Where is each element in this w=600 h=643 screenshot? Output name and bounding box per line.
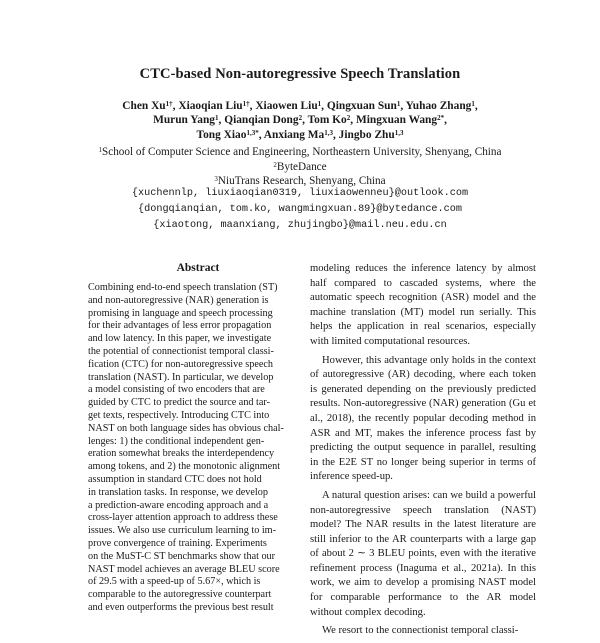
abstract-line: of 29.5 with a speed-up of 5.67×, which is [88, 576, 261, 588]
author-affil-mark: 2 [346, 114, 351, 123]
abstract-line: comparable to the autoregressive counterpart [88, 589, 272, 601]
abstract-body [88, 282, 308, 615]
author-name: Yuhao Zhang [405, 100, 472, 112]
author-name: Qingxuan Sun [326, 100, 397, 112]
affiliation-text: NiuTrans Research, Shenyang, China [217, 175, 386, 188]
abstract-line: get texts, respectively. Introducing CTC into [88, 409, 270, 421]
author [255, 100, 327, 112]
abstract-line: prove convergence of training. Experiments [88, 537, 267, 549]
author [356, 114, 447, 126]
author-separator: , [302, 114, 308, 127]
abstract-line: translation (NAST). In particular, we develop [88, 371, 274, 383]
author-separator: , [400, 100, 406, 112]
author-name: Xiaowen Liu [255, 100, 318, 112]
abstract-line: issues. We also use curriculum learning to im- [88, 525, 276, 537]
intro-paragraph: modeling reduces the inference latency by almost half compared to cascaded systems, where the automatic speech recognition (ASR) model and the machine translation (MT) model run serially. This helps the application in real scenarios, especially with limited computational resources. [310, 263, 536, 347]
author-affil-mark: 2 [298, 114, 303, 123]
abstract-line: for their advantages of less error propagation [88, 320, 272, 332]
author-name: Jingbo Zhu [338, 128, 395, 141]
email-list [40, 186, 560, 234]
author [339, 129, 404, 141]
author-separator: , [474, 100, 478, 112]
abstract-line: eration somewhat breaks the interdependency [88, 448, 275, 460]
author-name: Qianqian Dong [224, 114, 299, 127]
author-affil-mark: 1 [471, 100, 475, 108]
author-name: Chen Xu [122, 100, 166, 112]
abstract-line: NAST on both language sides has obvious chal- [88, 422, 284, 434]
affiliation-text: ByteDance [276, 160, 327, 173]
abstract-line: guided by CTC to predict the source and tar- [88, 397, 270, 409]
author-list [60, 99, 540, 142]
author-affil-mark: 2* [437, 114, 445, 123]
affiliation-line [40, 160, 560, 175]
author-affil-mark: 1,3 [324, 128, 333, 137]
affiliation-mark: 3 [214, 175, 218, 184]
author-separator: , [321, 100, 327, 112]
email-line: {dongqianqian, tom.ko, wangmingxuan.89}@bytedance.com [137, 204, 462, 215]
author-name: Tong Xiao [196, 128, 247, 141]
author-separator: , [249, 100, 256, 112]
author-name: Anxiang Ma [263, 128, 325, 141]
abstract-line: Combining end-to-end speech translation (ST) [88, 282, 278, 293]
author-separator: , [444, 114, 447, 127]
author [264, 129, 339, 141]
author-affil-mark: 1 [317, 100, 322, 108]
author-separator: , [172, 100, 179, 112]
abstract-line: and non-autoregressive (NAR) generation is [88, 294, 269, 306]
abstract-line: fication (CTC) for non-autoregressive speech [88, 358, 274, 370]
author-separator: , [218, 114, 225, 127]
abstract-line: the potential of connectionist temporal classi- [88, 345, 274, 357]
author-affil-mark: 1 [215, 114, 219, 123]
author-separator: , [350, 114, 356, 127]
abstract-heading: Abstract [176, 262, 220, 274]
affiliations [40, 145, 560, 189]
abstract-line: a prediction-aware encoding approach and a [88, 499, 269, 511]
author-name: Mingxuan Wang [355, 114, 438, 127]
abstract-line: on the MuST-C ST benchmarks show that our [88, 550, 276, 562]
abstract-line: lenges: 1) the conditional independent gen- [88, 435, 265, 447]
author [224, 114, 307, 126]
affiliation-line [40, 145, 560, 160]
author-affil-mark: 1† [165, 100, 173, 108]
author-separator: , [332, 128, 339, 141]
abstract-line: NAST model achieves an average BLEU score [88, 563, 280, 575]
affiliation-mark: 2 [273, 160, 277, 169]
affiliation-text: School of Computer Science and Engineering, Northeastern University, Shenyang, China [102, 146, 502, 158]
author-name: Murun Yang [153, 114, 215, 127]
author [153, 114, 224, 126]
paper-title: CTC-based Non-autoregressive Speech Translation [139, 66, 461, 82]
author [122, 100, 178, 112]
intro-paragraph: A natural question arises: can we build a powerful non-autoregressive speech translation (NAST) model? The NAR results in the latest literature are still inferior to the AR counterparts with a large gap of about 2 ∼ 3 BLEU points, even with the iterative refinement process (Inaguma et al., 2021a). In this work, we aim to develop a promising NAST model for comparable performance to the AR model without complex decoding. [310, 489, 536, 618]
intro-paragraph: However, this advantage only holds in the context of autoregressive (AR) decoding, where each token is generated depending on the previously predicted results. Non-autoregressive (NAR) generation (Gu et al., 2018), the recently popular decoding method in ASR and MT, makes the inference process fast by predicting the output sequence in parallel, resulting in the E2E ST no longer being superior in terms of inference speed-up. [310, 354, 536, 483]
author-affil-mark: 1,3 [394, 128, 404, 137]
abstract-line: and even outperforms the previous best result [88, 601, 274, 613]
author [327, 100, 406, 112]
author [406, 100, 478, 112]
email-line: {xiaotong, maanxiang, zhujingbo}@mail.neu.edu.cn [153, 220, 447, 231]
author-name: Xiaoqian Liu [178, 100, 243, 112]
author-affil-mark: 1† [242, 100, 250, 108]
email-line: {xuchennlp, liuxiaoqian0319, liuxiaowenneu}@outlook.com [131, 188, 469, 199]
abstract-line: a model consisting of two encoders that are [88, 384, 265, 396]
abstract-line: assumption in standard CTC does not hold [88, 473, 262, 485]
author-separator: , [258, 128, 264, 141]
author-affil-mark: 1,3* [246, 128, 259, 137]
abstract-line: in translation tasks. In response, we develop [88, 486, 268, 498]
abstract-line: among tokens, and 2) the monotonic alignment [88, 461, 281, 473]
intro-paragraph: We resort to the connectionist temporal classi- [322, 625, 519, 637]
abstract-line: cross-layer attention approach to address these [88, 512, 278, 524]
abstract-line: promising in language and speech processing [88, 307, 273, 319]
author [308, 114, 356, 126]
author-affil-mark: 1 [396, 100, 401, 108]
author-name: Tom Ko [307, 114, 347, 127]
author [178, 100, 255, 112]
affiliation-mark: 1 [98, 146, 103, 154]
intro-column [310, 262, 536, 643]
abstract-line: and low latency. In this paper, we investigate [88, 333, 272, 345]
author [197, 129, 264, 141]
